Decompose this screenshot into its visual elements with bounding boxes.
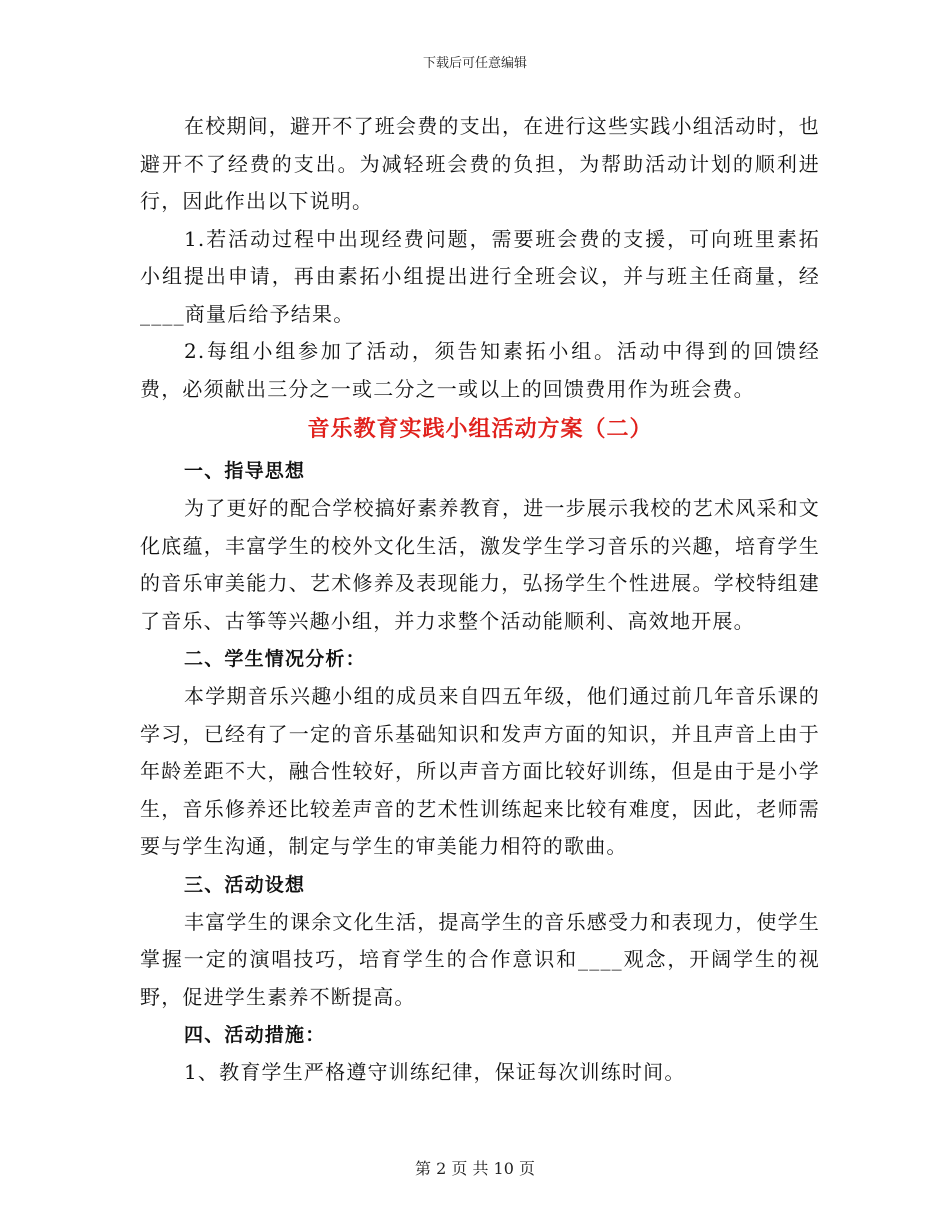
section-title: 音乐教育实践小组活动方案（二） — [307, 417, 653, 442]
paragraph-student-analysis: 本学期音乐兴趣小组的成员来自四五年级，他们通过前几年音乐课的学习，已经有了一定的音乐基础知识和发声方面的知识，并且声音上由于年龄差距不大，融合性较好，所以声音方面比较好训练，但是由于是小学生，音乐修养还比较差声音的艺术性训练起来比较有难度，因此，老师需要与学生沟通，制定与学生的审美能力相符的歌曲。 — [140, 684, 820, 858]
heading-activity-plan: 三、活动设想 — [184, 873, 306, 896]
paragraph-activity-measures: 1、教育学生严格遵守训练纪律，保证每次训练时间。 — [184, 1060, 686, 1084]
heading-guiding-thought: 一、指导思想 — [184, 460, 306, 482]
paragraph-activity-plan: 丰富学生的课余文化生活，提高学生的音乐感受力和表现力，使学生掌握一定的演唱技巧，培育学生的合作意识和____观念，开阔学生的视野，促进学生素养不断提高。 — [140, 909, 820, 1009]
heading-student-analysis: 二、学生情况分析： — [184, 648, 366, 670]
intro-item-2: 2.每组小组参加了活动，须告知素拓小组。活动中得到的回馈经费，必须献出三分之一或二分之一或以上的回馈费用作为班会费。 — [140, 339, 820, 401]
intro-paragraph: 在校期间，避开不了班会费的支出，在进行这些实践小组活动时，也避开不了经费的支出。为减轻班会费的负担，为帮助活动计划的顺利进行，因此作出以下说明。 — [140, 114, 820, 213]
intro-item-1: 1.若活动过程中出现经费问题，需要班会费的支援，可向班里素拓小组提出申请，再由素拓小组提出进行全班会议，并与班主任商量，经____商量后给予结果。 — [140, 226, 820, 326]
page-content — [140, 108, 820, 1092]
paragraph-guiding-thought: 为了更好的配合学校搞好素养教育，进一步展示我校的艺术风采和文化底蕴，丰富学生的校外文化生活，激发学生学习音乐的兴趣，培育学生的音乐审美能力、艺术修养及表现能力，弘扬学生个性进展。学校特组建了音乐、古筝等兴趣小组，并力求整个活动能顺利、高效地开展。 — [140, 496, 820, 633]
heading-activity-measures: 四、活动措施： — [184, 1024, 326, 1046]
page-footer: 第 2 页 共 10 页 — [415, 1159, 535, 1178]
page-header: 下载后可任意编辑 — [422, 56, 527, 71]
